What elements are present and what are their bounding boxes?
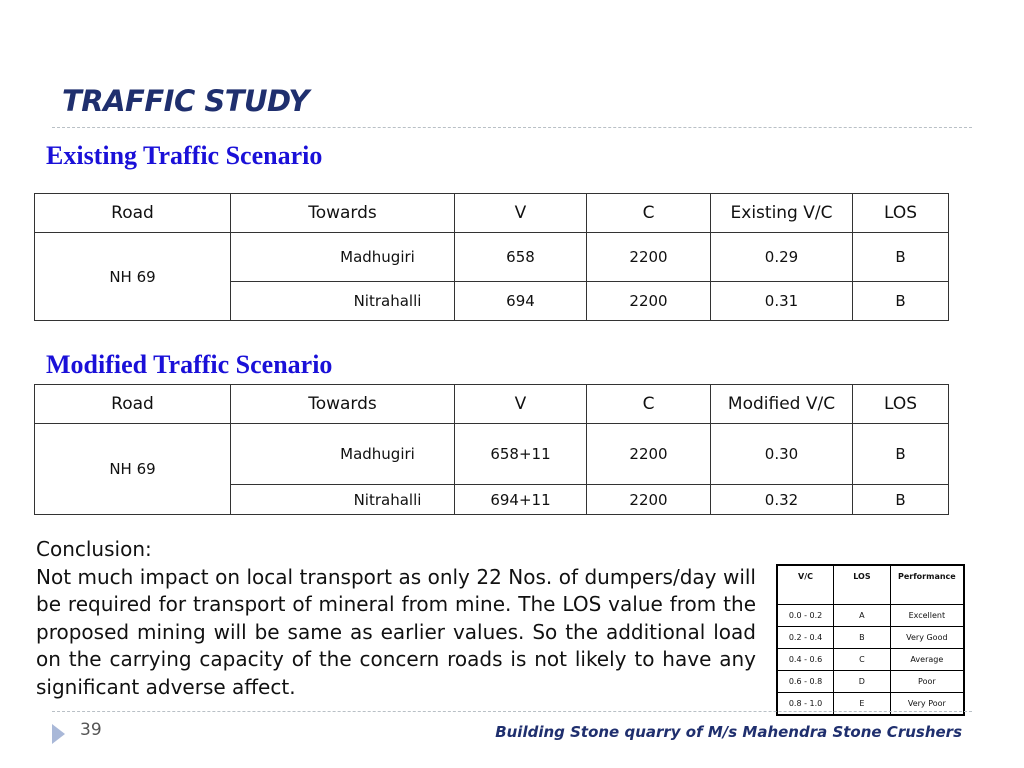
table-header-row — [35, 194, 949, 233]
header-c: C — [587, 194, 711, 233]
road-cell: NH 69 — [35, 233, 231, 321]
table-header-row — [35, 385, 949, 424]
page-title: TRAFFIC STUDY — [62, 84, 309, 118]
los-row — [777, 671, 964, 693]
los-grade-cell: B — [834, 627, 891, 649]
header-los: LOS — [853, 385, 949, 424]
los-grade-cell: A — [834, 605, 891, 627]
towards-cell: Madhugiri — [231, 424, 455, 485]
los-performance-cell: Average — [890, 649, 964, 671]
los-performance-cell: Excellent — [890, 605, 964, 627]
los-cell: B — [853, 424, 949, 485]
los-vc-cell: 0.4 - 0.6 — [777, 649, 834, 671]
existing-traffic-table — [34, 193, 949, 321]
vc-cell: 0.32 — [711, 485, 853, 515]
c-cell: 2200 — [587, 424, 711, 485]
los-vc-cell: 0.8 - 1.0 — [777, 693, 834, 716]
existing-scenario-heading: Existing Traffic Scenario — [46, 141, 323, 170]
vc-cell: 0.29 — [711, 233, 853, 282]
c-cell: 2200 — [587, 233, 711, 282]
modified-scenario-heading: Modified Traffic Scenario — [46, 350, 333, 379]
header-v: V — [455, 194, 587, 233]
los-cell: B — [853, 485, 949, 515]
c-cell: 2200 — [587, 485, 711, 515]
bullet-arrow-icon — [52, 724, 65, 744]
header-road: Road — [35, 385, 231, 424]
los-performance-cell: Poor — [890, 671, 964, 693]
los-row — [777, 627, 964, 649]
los-vc-cell: 0.6 - 0.8 — [777, 671, 834, 693]
c-cell: 2200 — [587, 282, 711, 321]
footer-title: Building Stone quarry of M/s Mahendra Stone Crushers — [495, 723, 962, 741]
v-cell: 694+11 — [455, 485, 587, 515]
footer-divider — [52, 711, 972, 712]
table-row — [35, 424, 949, 485]
los-cell: B — [853, 233, 949, 282]
los-reference-table — [776, 564, 965, 716]
conclusion-block — [36, 536, 756, 701]
header-v: V — [455, 385, 587, 424]
los-performance-cell: Very Good — [890, 627, 964, 649]
towards-cell: Madhugiri — [231, 233, 455, 282]
los-grade-cell: D — [834, 671, 891, 693]
towards-cell: Nitrahalli — [231, 282, 455, 321]
los-header-los: LOS — [834, 565, 891, 605]
conclusion-text: Not much impact on local transport as only 22 Nos. of dumpers/day will be required for transport of mineral from mine. The LOS value from the proposed mining will be same as earlier values. So the additional load on the carrying capacity of the concern roads is not likely to have any significant adverse affect. — [36, 564, 756, 699]
table-row — [35, 233, 949, 282]
los-grade-cell: E — [834, 693, 891, 716]
v-cell: 658+11 — [455, 424, 587, 485]
header-c: C — [587, 385, 711, 424]
road-cell: NH 69 — [35, 424, 231, 515]
los-row — [777, 605, 964, 627]
los-grade-cell: C — [834, 649, 891, 671]
los-performance-cell: Very Poor — [890, 693, 964, 716]
los-header-vc: V/C — [777, 565, 834, 605]
header-towards: Towards — [231, 385, 455, 424]
page-number: 39 — [80, 720, 102, 740]
title-divider — [52, 127, 972, 128]
v-cell: 658 — [455, 233, 587, 282]
header-road: Road — [35, 194, 231, 233]
los-row — [777, 649, 964, 671]
los-cell: B — [853, 282, 949, 321]
header-los: LOS — [853, 194, 949, 233]
towards-cell: Nitrahalli — [231, 485, 455, 515]
conclusion-label: Conclusion: — [36, 537, 152, 561]
vc-cell: 0.31 — [711, 282, 853, 321]
vc-cell: 0.30 — [711, 424, 853, 485]
los-vc-cell: 0.2 - 0.4 — [777, 627, 834, 649]
los-vc-cell: 0.0 - 0.2 — [777, 605, 834, 627]
modified-traffic-table — [34, 384, 949, 515]
los-header-row — [777, 565, 964, 605]
header-towards: Towards — [231, 194, 455, 233]
los-header-performance: Performance — [890, 565, 964, 605]
header-vc: Existing V/C — [711, 194, 853, 233]
header-vc: Modified V/C — [711, 385, 853, 424]
v-cell: 694 — [455, 282, 587, 321]
